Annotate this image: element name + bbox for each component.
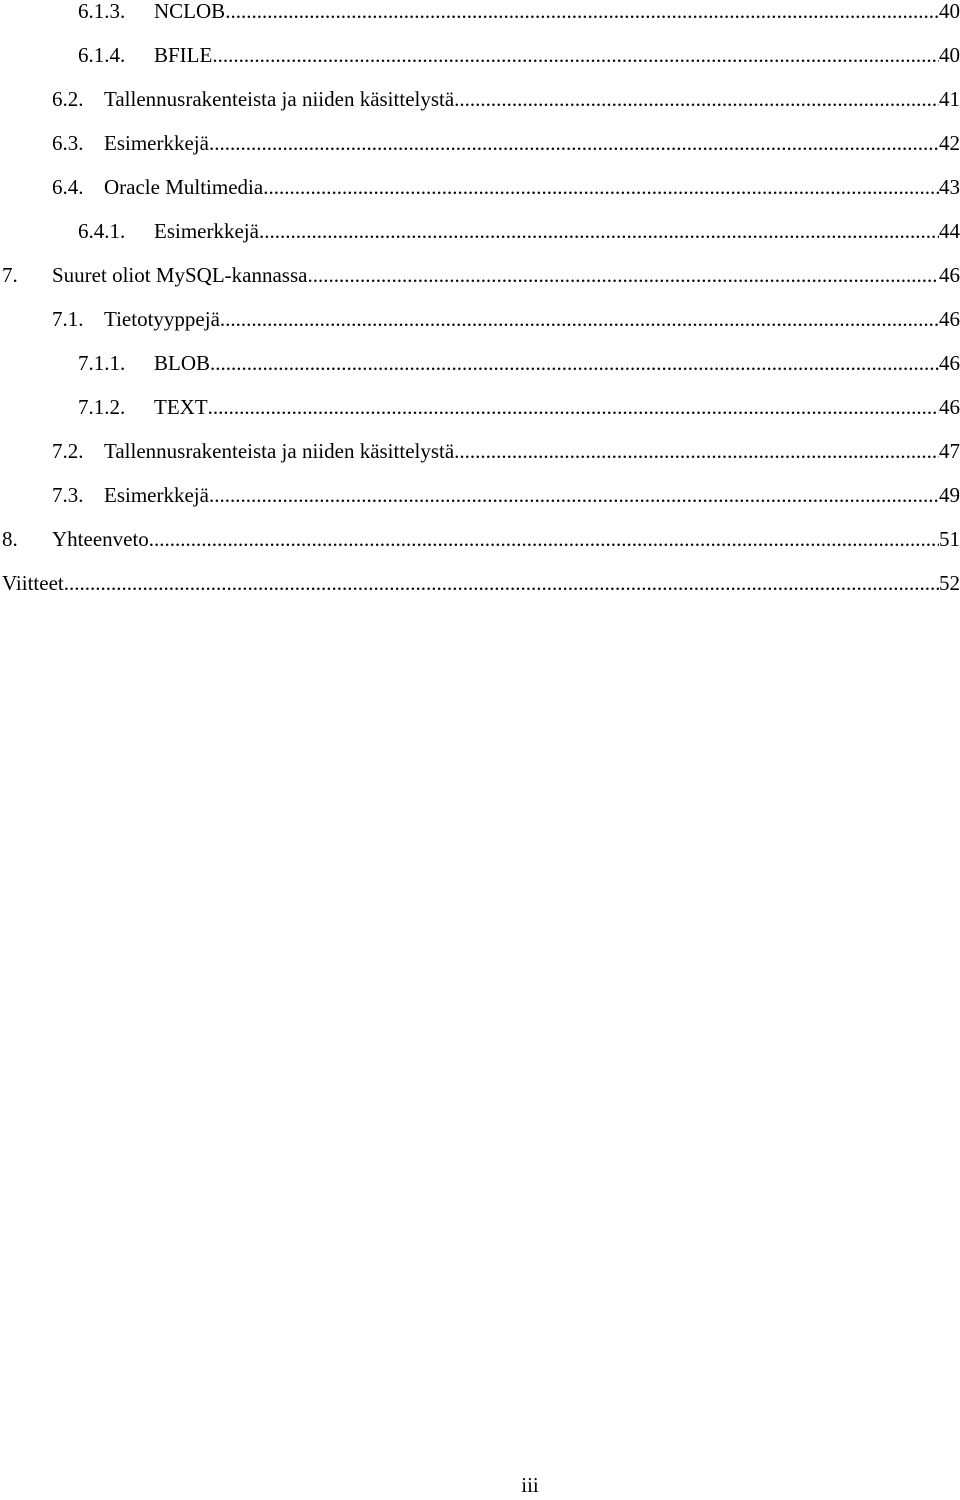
toc-entry[interactable] <box>0 568 960 598</box>
toc-entry-number: 6.1.4. <box>78 43 126 67</box>
toc-entry-title: BFILE <box>154 43 213 67</box>
dot-leader <box>149 524 939 554</box>
toc-entry-title: Esimerkkejä <box>104 131 209 155</box>
toc-entry-title: TEXT <box>154 395 208 419</box>
toc-entry-body <box>104 436 960 466</box>
toc-entry-page: 41 <box>939 87 960 111</box>
toc-entry-body <box>2 568 960 598</box>
toc-entry-number: 7.3. <box>52 483 84 507</box>
page-number: iii <box>521 1473 539 1497</box>
toc-entry-body <box>104 128 960 158</box>
toc-entry-page: 43 <box>939 175 960 199</box>
toc-entry-number: 6.1.3. <box>78 0 126 23</box>
toc-entry-body <box>104 172 960 202</box>
toc-entry-page: 52 <box>939 571 960 595</box>
toc-entry-body <box>104 304 960 334</box>
toc-entry[interactable] <box>0 436 960 466</box>
toc-entry[interactable] <box>0 0 960 26</box>
toc-entry[interactable] <box>0 392 960 422</box>
toc-entry-title: Esimerkkejä <box>104 483 209 507</box>
toc-entry-page: 40 <box>939 43 960 67</box>
toc-entry-page: 46 <box>939 351 960 375</box>
toc-entry-page: 47 <box>939 439 960 463</box>
toc-entry-page: 44 <box>939 219 960 243</box>
toc-entry[interactable] <box>0 172 960 202</box>
toc-entry-body <box>104 480 960 510</box>
toc-entry[interactable] <box>0 216 960 246</box>
dot-leader <box>209 128 939 158</box>
toc-entry-body <box>52 524 960 554</box>
toc-entry-number: 6.4. <box>52 175 84 199</box>
toc-entry-number: 7. <box>2 263 18 287</box>
toc-entry-page: 49 <box>939 483 960 507</box>
toc-entry-title: Yhteenveto <box>52 527 149 551</box>
toc-entry-number: 7.1.1. <box>78 351 126 375</box>
toc-entry-number: 7.1.2. <box>78 395 126 419</box>
toc-entry-title: Tallennusrakenteista ja niiden käsittelystä <box>104 439 455 463</box>
dot-leader <box>263 172 939 202</box>
toc-entry-body <box>104 84 960 114</box>
dot-leader <box>64 568 939 598</box>
dot-leader <box>210 348 939 378</box>
toc-entry-title: Oracle Multimedia <box>104 175 264 199</box>
toc-entry[interactable] <box>0 348 960 378</box>
toc-entry-page: 51 <box>939 527 960 551</box>
toc-entry[interactable] <box>0 524 960 554</box>
toc-entry-title: Tallennusrakenteista ja niiden käsittelystä <box>104 87 455 111</box>
toc-entry[interactable] <box>0 84 960 114</box>
toc-entry-page: 46 <box>939 307 960 331</box>
toc-entry-title: Viitteet <box>2 571 64 595</box>
toc-entry-body <box>154 392 960 422</box>
toc-entry-title: NCLOB <box>154 0 226 23</box>
dot-leader <box>454 436 939 466</box>
toc-entry[interactable] <box>0 128 960 158</box>
toc-entry-body <box>154 0 960 26</box>
toc-entry-number: 8. <box>2 527 18 551</box>
toc-entry-number: 6.2. <box>52 87 84 111</box>
toc-entry-page: 46 <box>939 395 960 419</box>
toc-entry-title: Esimerkkejä <box>154 219 259 243</box>
toc-entry-number: 6.4.1. <box>78 219 126 243</box>
dot-leader <box>454 84 939 114</box>
toc-entry-title: Suuret oliot MySQL-kannassa <box>52 263 308 287</box>
toc-entry-title: Tietotyyppejä <box>104 307 220 331</box>
toc-entry-title: BLOB <box>154 351 211 375</box>
toc-entry-body <box>154 40 960 70</box>
toc-entry-body <box>52 260 960 290</box>
dot-leader <box>225 0 939 26</box>
toc-entry[interactable] <box>0 480 960 510</box>
toc-entry-body <box>154 348 960 378</box>
toc-entry-page: 46 <box>939 263 960 287</box>
toc-entry[interactable] <box>0 304 960 334</box>
toc-entry-body <box>154 216 960 246</box>
toc-entry-number: 7.1. <box>52 307 84 331</box>
toc-entry-page: 42 <box>939 131 960 155</box>
dot-leader <box>208 392 939 422</box>
toc-entry[interactable] <box>0 40 960 70</box>
toc-entry[interactable] <box>0 260 960 290</box>
toc-entry-number: 7.2. <box>52 439 84 463</box>
dot-leader <box>307 260 939 290</box>
dot-leader <box>220 304 939 334</box>
dot-leader <box>259 216 939 246</box>
dot-leader <box>212 40 939 70</box>
toc-entry-page: 40 <box>939 0 960 23</box>
dot-leader <box>209 480 939 510</box>
toc-entry-number: 6.3. <box>52 131 84 155</box>
